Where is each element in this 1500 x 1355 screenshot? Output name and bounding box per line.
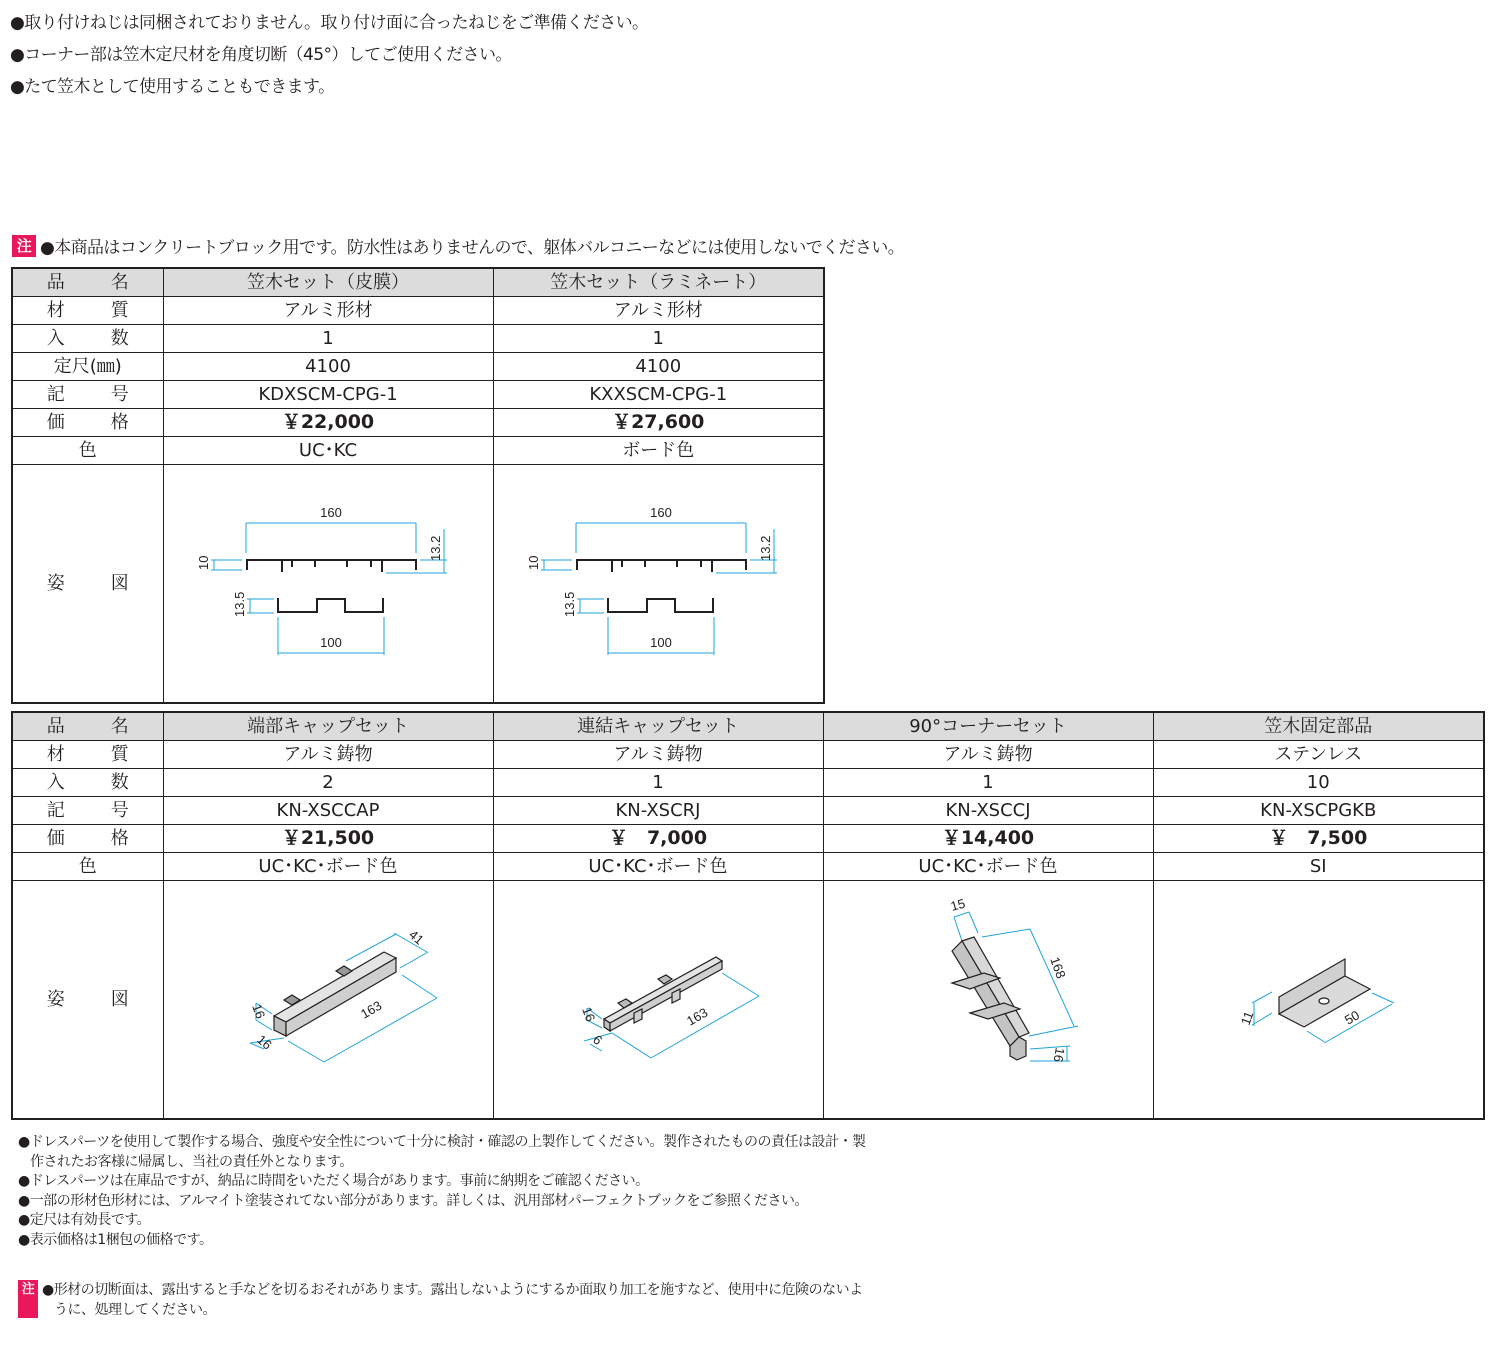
quantity-value: 1	[493, 325, 824, 353]
table-row-code	[12, 797, 1484, 825]
note-vertical-use: ●たて笠木として使用することもできます。	[10, 77, 335, 97]
svg-text:168: 168	[1046, 954, 1069, 981]
bottom-notes	[18, 1133, 865, 1250]
material-value: ステンレス	[1153, 741, 1484, 769]
table-row-color	[12, 437, 824, 465]
price-value: ￥14,400	[823, 825, 1153, 853]
note-effective-length: ●定尺は有効長です。	[18, 1212, 151, 1228]
product-name: 端部キャップセット	[163, 712, 493, 741]
svg-text:13.2: 13.2	[427, 535, 443, 561]
svg-text:13.5: 13.5	[561, 591, 577, 617]
svg-text:16: 16	[253, 1031, 275, 1053]
note-screws-not-included: ●取り付けねじは同梱されておりません。取り付け面に合ったねじをご準備ください。	[10, 13, 649, 33]
label-color: 色	[12, 437, 163, 465]
joint-cap-drawing-cell	[493, 881, 823, 1120]
quantity-value: 10	[1153, 769, 1484, 797]
material-value: アルミ鋳物	[163, 741, 493, 769]
label-material: 材 質	[12, 297, 163, 325]
note-anodize: ●一部の形材色形材には、アルマイト塗装されてない部分があります。詳しくは、汎用部材パーフェクトブックをご参照ください。	[18, 1192, 808, 1209]
material-value: アルミ形材	[163, 297, 493, 325]
code-value: KDXSCM-CPG-1	[163, 381, 493, 409]
table-row-code	[12, 381, 824, 409]
price-value: ￥ 7,000	[493, 825, 823, 853]
corner-set-drawing-cell	[823, 881, 1153, 1120]
svg-text:13.5: 13.5	[231, 591, 247, 617]
svg-text:16: 16	[578, 1004, 598, 1024]
price-value: ￥ 7,500	[1153, 825, 1484, 853]
note-dress-parts-responsibility-cont: 作されたお客様に帰属し、当社の責任外となります。	[30, 1153, 353, 1170]
label-code: 記 号	[12, 381, 163, 409]
warning-concrete-block	[12, 233, 904, 258]
table-row-drawing	[12, 465, 824, 704]
table-row-price	[12, 409, 824, 437]
warning-cut-surface	[18, 1280, 863, 1320]
product-name: 笠木固定部品	[1153, 712, 1484, 741]
length-value: 4100	[493, 353, 824, 381]
svg-text:16: 16	[248, 1001, 268, 1021]
svg-text:16: 16	[1050, 1046, 1068, 1064]
table-row-color	[12, 853, 1484, 881]
material-value: アルミ形材	[493, 297, 824, 325]
color-value: ボード色	[493, 437, 824, 465]
svg-text:160: 160	[319, 505, 342, 520]
table-row-name	[12, 712, 1484, 741]
table-row-name	[12, 268, 824, 297]
fixing-part-drawing	[1154, 881, 1484, 1113]
end-cap-drawing-cell	[163, 881, 493, 1120]
label-quantity: 入 数	[12, 325, 163, 353]
svg-text:50: 50	[1341, 1007, 1362, 1028]
end-cap-drawing	[164, 881, 494, 1113]
note-dress-parts-responsibility: ●ドレスパーツを使用して製作する場合、強度や安全性について十分に検討・確認の上製作してください。製作されたものの責任は設計・製	[18, 1134, 866, 1150]
table-row-price	[12, 825, 1484, 853]
joint-cap-drawing	[494, 881, 824, 1113]
svg-text:10: 10	[195, 555, 211, 570]
color-value: UC･KC･ボード色	[823, 853, 1153, 881]
quantity-value: 1	[823, 769, 1153, 797]
label-length: 定尺(㎜)	[12, 353, 163, 381]
quantity-value: 2	[163, 769, 493, 797]
quantity-value: 1	[493, 769, 823, 797]
label-drawing: 姿 図	[12, 465, 163, 704]
svg-text:163: 163	[357, 997, 384, 1022]
color-value: UC･KC･ボード色	[493, 853, 823, 881]
table-row-quantity	[12, 325, 824, 353]
label-name: 品 名	[12, 268, 163, 297]
label-price: 価 格	[12, 409, 163, 437]
product-name: 笠木セット（ラミネート）	[493, 268, 824, 297]
table-row-material	[12, 741, 1484, 769]
code-value: KN-XSCRJ	[493, 797, 823, 825]
material-value: アルミ鋳物	[823, 741, 1153, 769]
caution-badge-icon: 注	[18, 1280, 38, 1318]
label-code: 記 号	[12, 797, 163, 825]
svg-text:100: 100	[649, 635, 672, 650]
svg-text:15: 15	[948, 895, 967, 914]
svg-text:11: 11	[1237, 1009, 1256, 1028]
color-value: UC･KC	[163, 437, 493, 465]
warning-text: ●本商品はコンクリートブロック用です。防水性はありませんので、躯体バルコニーなどには使用しないでください。	[40, 238, 905, 258]
product-name: 連結キャップセット	[493, 712, 823, 741]
note-corner-cut: ●コーナー部は笠木定尺材を角度切断（45°）してご使用ください。	[10, 45, 512, 65]
table-row-length	[12, 353, 824, 381]
svg-text:41: 41	[405, 926, 427, 948]
svg-text:100: 100	[319, 635, 342, 650]
corner-set-drawing	[824, 881, 1154, 1113]
profile-drawing-cell	[163, 465, 493, 704]
table-row-quantity	[12, 769, 1484, 797]
coping-profile-drawing	[494, 465, 824, 697]
length-value: 4100	[163, 353, 493, 381]
code-value: KN-XSCCAP	[163, 797, 493, 825]
code-value: KN-XSCCJ	[823, 797, 1153, 825]
note-delivery-time: ●ドレスパーツは在庫品ですが、納品に時間をいただく場合があります。事前に納期をご確認ください。	[18, 1173, 649, 1189]
label-drawing: 姿 図	[12, 881, 163, 1120]
label-color: 色	[12, 853, 163, 881]
price-value: ￥27,600	[493, 409, 824, 437]
table-row-material	[12, 297, 824, 325]
code-value: KXXSCM-CPG-1	[493, 381, 824, 409]
table-row-drawing	[12, 881, 1484, 1120]
color-value: UC･KC･ボード色	[163, 853, 493, 881]
svg-text:13.2: 13.2	[757, 535, 773, 561]
label-name: 品 名	[12, 712, 163, 741]
accessory-spec-table	[11, 711, 1485, 1120]
coping-profile-drawing	[164, 465, 494, 697]
product-name: 笠木セット（皮膜）	[163, 268, 493, 297]
label-quantity: 入 数	[12, 769, 163, 797]
svg-text:160: 160	[649, 505, 672, 520]
price-value: ￥22,000	[163, 409, 493, 437]
material-value: アルミ鋳物	[493, 741, 823, 769]
price-value: ￥21,500	[163, 825, 493, 853]
color-value: SI	[1153, 853, 1484, 881]
svg-text:163: 163	[683, 1004, 710, 1029]
profile-drawing-cell	[493, 465, 824, 704]
caution-badge-icon: 注	[12, 235, 36, 257]
label-material: 材 質	[12, 741, 163, 769]
svg-text:10: 10	[525, 555, 541, 570]
svg-text:6: 6	[589, 1031, 605, 1048]
warning-text: ●形材の切断面は、露出すると手などを切るおそれがあります。露出しないようにするか面取り加工を施すなど、使用中に危険のないよ	[42, 1282, 863, 1298]
quantity-value: 1	[163, 325, 493, 353]
label-price: 価 格	[12, 825, 163, 853]
coping-set-spec-table	[11, 267, 825, 704]
fixing-part-drawing-cell	[1153, 881, 1484, 1120]
code-value: KN-XSCPGKB	[1153, 797, 1484, 825]
warning-text-cont: うに、処理してください。	[54, 1302, 216, 1318]
product-name: 90°コーナーセット	[823, 712, 1153, 741]
note-price-per-pack: ●表示価格は1梱包の価格です。	[18, 1231, 213, 1248]
